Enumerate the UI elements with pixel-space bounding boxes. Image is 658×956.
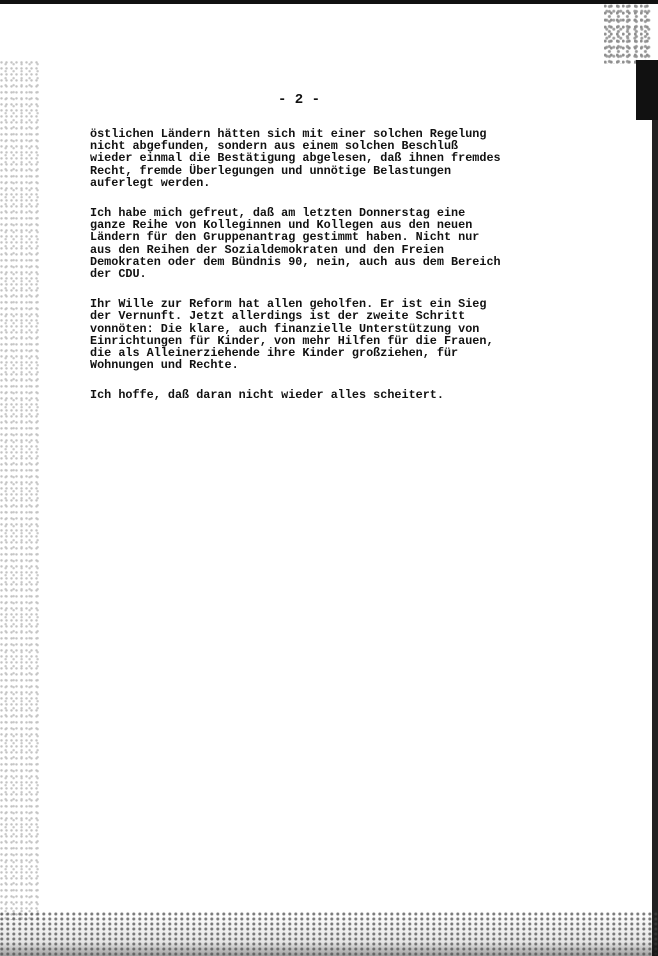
text-line: ganze Reihe von Kolleginnen und Kollegen aus den neuen <box>90 218 473 233</box>
text-line: aus den Reihen der Sozialdemokraten und den Freien <box>90 242 444 257</box>
scan-right-bar <box>636 60 658 120</box>
text-line: der CDU. <box>90 267 147 282</box>
scan-left-noise <box>0 60 40 920</box>
text-line: auferlegt werden. <box>90 175 211 190</box>
text-line: Wohnungen und Rechte. <box>90 358 239 373</box>
text-line: Einrichtungen für Kinder, von mehr Hilfen für die Frauen, <box>90 333 494 348</box>
text-line: Demokraten oder dem Bündnis 90, nein, auch aus dem Bereich <box>90 254 501 269</box>
scan-corner-noise <box>604 4 652 64</box>
scan-bottom-noise <box>0 912 658 956</box>
body-text <box>90 128 530 420</box>
text-line: Ich habe mich gefreut, daß am letzten Donnerstag eine <box>90 206 466 221</box>
page-number: - 2 - <box>278 92 321 108</box>
text-line: östlichen Ländern hätten sich mit einer solchen Regelung <box>90 127 487 141</box>
text-line: Recht, fremde Überlegungen und unnötige Belastungen <box>90 163 452 178</box>
paragraph-3 <box>90 298 530 371</box>
paragraph-2 <box>90 207 530 280</box>
text-line: Ländern für den Gruppenantrag gestimmt haben. Nicht nur <box>90 230 480 245</box>
paragraph-4 <box>90 389 530 401</box>
scan-top-edge <box>0 0 658 4</box>
paragraph-1 <box>90 128 530 189</box>
text-line: die als Alleinerziehende ihre Kinder großziehen, für <box>90 346 459 361</box>
text-line: wieder einmal die Bestätigung abgelesen, daß ihnen fremdes <box>90 151 501 166</box>
text-line: vonnöten: Die klare, auch finanzielle Unterstützung von <box>90 321 480 336</box>
text-line: Ihr Wille zur Reform hat allen geholfen. Er ist ein Sieg <box>90 297 487 312</box>
text-line: Ich hoffe, daß daran nicht wieder alles scheitert. <box>90 388 444 403</box>
scan-right-edge <box>652 60 658 956</box>
text-line: der Vernunft. Jetzt allerdings ist der zweite Schritt <box>90 309 466 324</box>
text-line: nicht abgefunden, sondern aus einem solchen Beschluß <box>90 139 459 154</box>
